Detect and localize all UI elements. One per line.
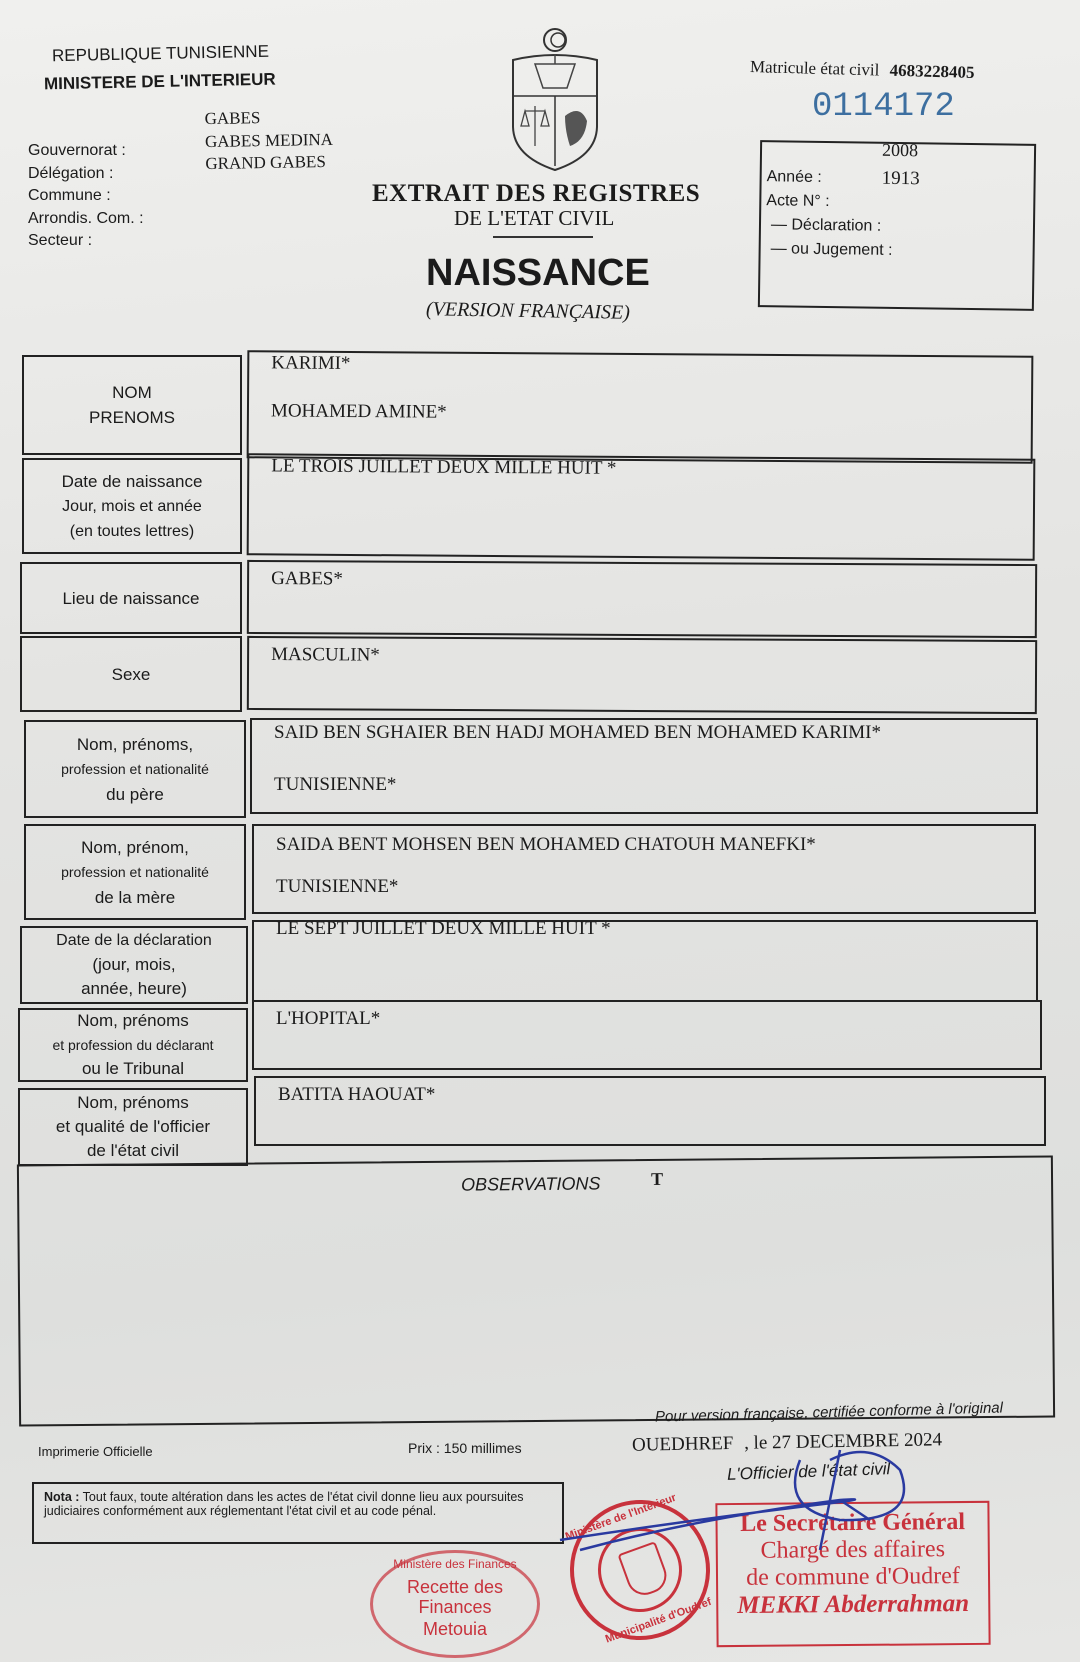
finance-stamp-ring: Ministère des Finances	[393, 1557, 517, 1571]
row-label-line: Lieu de naissance	[62, 588, 200, 608]
nota-label: Nota :	[44, 1490, 80, 1504]
officer-value: BATITA HAOUAT*	[278, 1084, 436, 1105]
row-label-line: et qualité de l'officier	[55, 1117, 211, 1136]
location-labels	[28, 140, 144, 253]
certified-label: Pour version française, certifiée conforme à l'original	[654, 1399, 1004, 1426]
finance-stamp	[370, 1550, 540, 1658]
delegation-label: Délégation :	[28, 164, 114, 182]
prenoms-value: MOHAMED AMINE*	[270, 400, 447, 423]
sex-value: MASCULIN*	[271, 644, 380, 666]
secteur-label: Secteur :	[28, 232, 93, 249]
acte-box	[758, 140, 1036, 311]
father-name-value: SAID BEN SGHAIER BEN HADJ MOHAMED BEN MOHAMED KARIMI*	[274, 722, 881, 743]
row-label-line: de l'état civil	[86, 1141, 180, 1160]
matricule-label: Matricule état civil	[749, 57, 880, 80]
tunisia-coat-of-arms-icon	[505, 26, 605, 177]
gouvernorat-value: GABES	[204, 108, 261, 129]
title-divider	[493, 236, 593, 238]
row-label-line: Sexe	[111, 664, 151, 684]
finance-stamp-city: Metouia	[422, 1619, 488, 1639]
matricule-value: 4683228405	[889, 60, 975, 82]
date-prefix: , le	[743, 1432, 768, 1454]
row-label-line: du père	[106, 784, 164, 804]
gouvernorat-label: Gouvernorat :	[28, 142, 126, 159]
birth-date-value: LE TROIS JUILLET DEUX MILLE HUIT *	[271, 455, 617, 479]
row-label-line: Nom, prénoms	[77, 1093, 189, 1112]
row-label-line: Nom, prénoms,	[76, 734, 194, 754]
signature-stamp-line: Le Secrétaire Général	[740, 1509, 966, 1537]
municipality-stamp-top: Ministère de l'Intérieur	[563, 1491, 678, 1544]
nota-text: Tout faux, toute altération dans les actes de l'état civil donne lieu aux poursuites judiciaires conformément aux réglementant l'état civil et au code pénal.	[44, 1490, 524, 1518]
birth-place-value: GABES*	[271, 568, 343, 590]
handwritten-signature-icon	[540, 1440, 980, 1580]
price-label: Prix : 150 millimes	[408, 1440, 522, 1456]
observations-overprint: T	[650, 1168, 664, 1189]
signature-stamp-line: Chargé des affaires	[760, 1536, 946, 1564]
row-label-line: et profession du déclarant	[52, 1037, 214, 1053]
republic-heading: REPUBLIQUE TUNISIENNE	[51, 41, 270, 66]
row-label-line: NOM	[112, 383, 152, 402]
row-label-line: Date de naissance	[61, 471, 203, 491]
observations-label: OBSERVATIONS	[460, 1173, 601, 1195]
declaration-date-value: LE SEPT JUILLET DEUX MILLE HUIT *	[276, 918, 611, 939]
arrondissement-label: Arrondis. Com. :	[28, 209, 144, 227]
acte-label: Acte N° :	[766, 192, 830, 211]
nom-value: KARIMI*	[271, 352, 351, 374]
declarant-value: L'HOPITAL*	[276, 1008, 381, 1029]
row-label-line: année, heure)	[81, 979, 187, 998]
row-label-line: profession et nationalité	[61, 760, 209, 777]
nota-box	[32, 1482, 564, 1544]
row-label-line: ou le Tribunal	[81, 1059, 185, 1078]
stamped-number: 0114172	[812, 88, 955, 126]
location-values	[204, 106, 333, 176]
version-label: (VERSION FRANÇAISE)	[425, 298, 631, 324]
row-label-line: profession et nationalité	[61, 863, 209, 880]
signature-stamp-name: MEKKI Abderrahman	[737, 1589, 970, 1620]
mother-name-value: SAIDA BENT MOHSEN BEN MOHAMED CHATOUH MANEFKI*	[276, 834, 816, 855]
naissance-title: NAISSANCE	[426, 252, 650, 294]
commune-value: GRAND GABES	[205, 152, 326, 174]
signature-stamp-line: de commune d'Oudref	[746, 1563, 960, 1591]
matricule	[750, 57, 975, 83]
extract-subtitle: DE L'ETAT CIVIL	[454, 206, 615, 230]
issue-place: OUEDHREF	[631, 1432, 734, 1456]
annee-label: Année :	[766, 168, 822, 186]
father-nationality-value: TUNISIENNE*	[274, 774, 397, 795]
jugement-label: — ou Jugement :	[770, 240, 893, 259]
year-value: 2008	[881, 139, 919, 161]
extract-title: EXTRAIT DES REGISTRES	[372, 180, 701, 207]
issue-date: 27 DECEMBRE 2024	[771, 1429, 943, 1454]
observations-box	[17, 1155, 1055, 1426]
commune-label: Commune :	[28, 187, 111, 204]
row-label-line: Jour, mois et année	[62, 497, 202, 515]
delegation-value: GABES MEDINA	[204, 129, 334, 151]
finance-stamp-center: Recette des Finances	[406, 1577, 504, 1617]
row-label-line: Nom, prénom,	[81, 837, 189, 857]
declaration-label: — Déclaration :	[770, 216, 882, 235]
officer-title: L'Officier de l'état civil	[726, 1459, 891, 1484]
row-label-line: (en toutes lettres)	[69, 522, 195, 540]
row-label-line: de la mère	[94, 887, 176, 907]
row-label-line: PRENOMS	[89, 408, 175, 427]
municipality-stamp-bottom: Municipalité d'Oudref	[603, 1595, 714, 1646]
mother-nationality-value: TUNISIENNE*	[276, 876, 399, 897]
row-label-line: Nom, prénoms	[77, 1011, 189, 1030]
printer-label: Imprimerie Officielle	[38, 1444, 153, 1459]
ministry-heading: MINISTERE DE L'INTERIEUR	[43, 69, 276, 94]
acte-value: 1913	[881, 167, 920, 190]
row-label-line: (jour, mois,	[92, 955, 176, 974]
row-label-line: Date de la déclaration	[56, 932, 212, 949]
